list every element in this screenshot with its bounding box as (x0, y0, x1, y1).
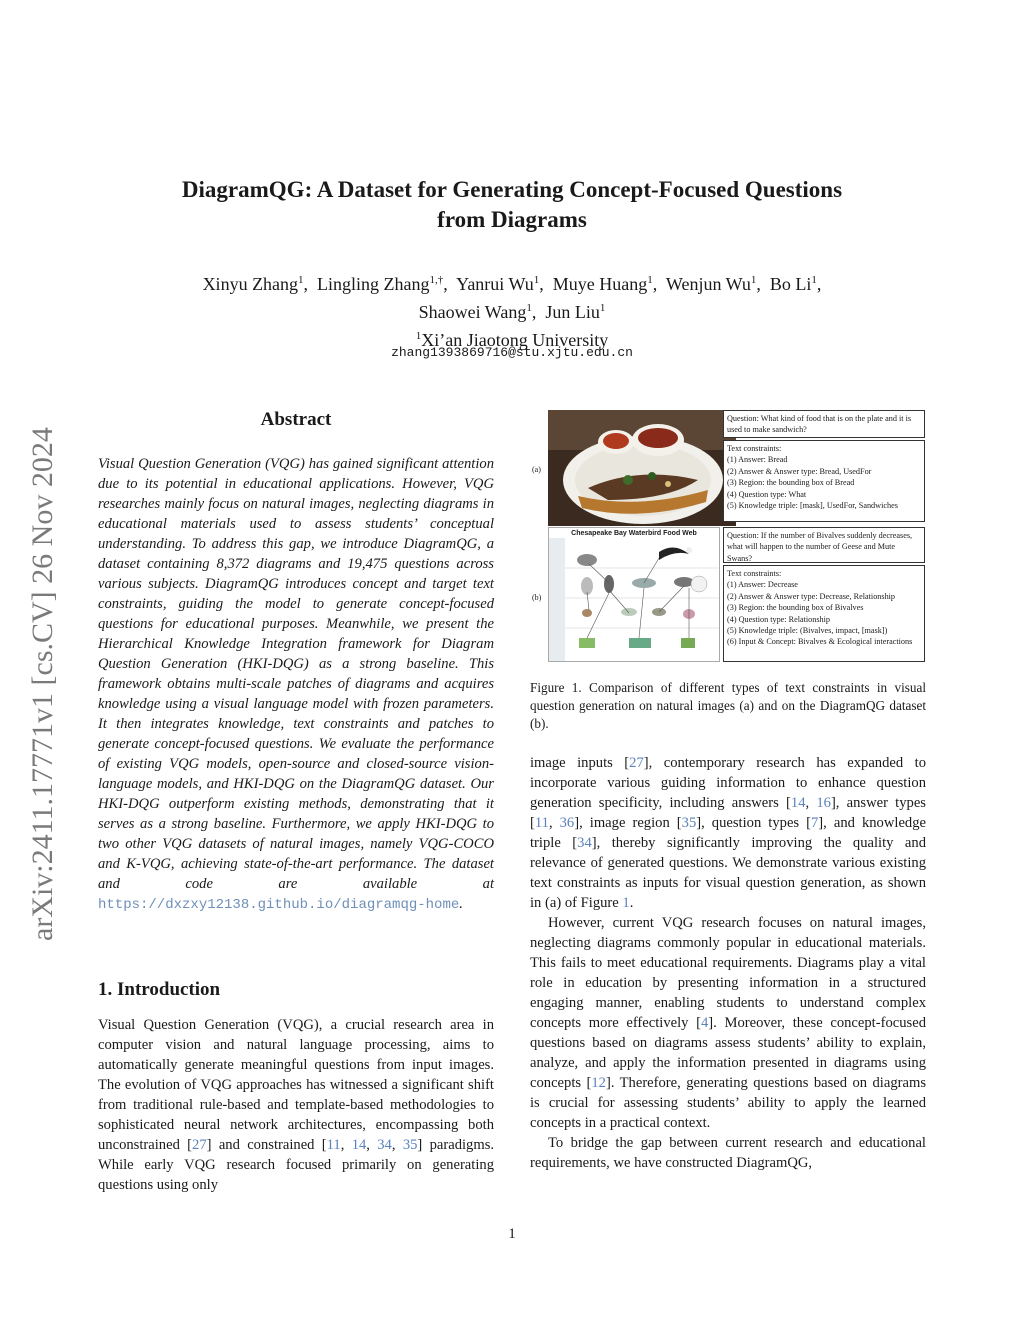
citation-link[interactable]: 12 (591, 1075, 606, 1091)
citation-link[interactable]: 14 (351, 1137, 367, 1153)
figure-1 (530, 410, 926, 662)
figure-b-question-box: Question: If the number of Bivalves suddenly decreases, what will happen to the number of Geese and Mute Swans? (723, 527, 925, 563)
citation-link[interactable]: 11 (326, 1137, 341, 1153)
citation-link[interactable]: 16 (816, 795, 831, 811)
citation-link[interactable]: 7 (811, 815, 819, 831)
citation-link[interactable]: 34 (377, 1137, 392, 1153)
citation-link[interactable]: 27 (192, 1137, 207, 1153)
title-line-1: DiagramQG: A Dataset for Generating Concept-Focused Questions (181, 177, 843, 202)
arxiv-identifier: arXiv:2411.17771v1 [cs.CV] 26 Nov 2024 (26, 427, 59, 941)
figure-a-question-box: Question: What kind of food that is on the plate and it is used to make sandwich? (723, 410, 925, 438)
citation-link[interactable]: 34 (577, 835, 592, 851)
figure-1-caption: Figure 1. Comparison of different types of text constraints in visual question generation on natural images (a) and on the DiagramQG dataset (b). (530, 680, 926, 731)
paper-title (100, 175, 924, 235)
author-email[interactable]: zhang1393869716@stu.xjtu.edu.cn (391, 345, 633, 360)
dataset-link[interactable]: https://dxzxy12138.github.io/diagramqg-home (98, 897, 460, 913)
author-block (100, 268, 924, 352)
citation-link[interactable]: 27 (629, 755, 644, 771)
intro-paragraph-3: However, current VQG research focuses on natural images, neglecting diagrams commonly popular in educational materials. This fails to meet educational requirements. Diagrams play a vital role in education by presenting information in a structured engaging manner, enabling students to understand complex concepts more effectively [4]. Moreover, these concept-focused questions based on diagrams assess students’ ability to explain, analyze, and apply the information presented in diagrams using concepts [12]. Therefore, generating questions based on diagrams is crucial for assessing students’ ability to apply the learned concepts in a practical context. (530, 915, 926, 1131)
intro-paragraph-2: image inputs [27], contemporary research has expanded to incorporate various guiding information to enhance question generation specificity, including answers [14, 16], answer types [11, 36], image region [35], question types [7], and knowledge triple [34], thereby significantly improving the quality and relevance of generated questions. We demonstrate various existing text constraints as inputs for visual question generation, as shown in (a) of Figure 1. (530, 755, 926, 911)
food-web-diagram (548, 527, 720, 662)
citation-link[interactable]: 11 (534, 815, 549, 831)
author-line-2: Shaowei Wang$^1$, Jun Liu$^1$ (418, 302, 606, 322)
introduction-heading: 1. Introduction (98, 979, 221, 1000)
citation-link[interactable]: 35 (402, 1137, 418, 1153)
figure-label-b: (b) (532, 593, 542, 602)
figure-b-constraints-box: Text constraints: (1) Answer: Decrease (2) Answer & Answer type: Decrease, Relationship (3) Region: the bounding box of Bivalves (4) Question type: Relationship (5) Knowledge triple: (Bivalves, impact, [mask]) (6) Input & Concept: Bivalves & Ecological interactions (723, 565, 925, 662)
food-web-graphic (549, 538, 719, 661)
intro-paragraph-4: To bridge the gap between current research and educational requirements, we have constructed DiagramQG, (530, 1135, 926, 1171)
figure-a-constraints-box: Text constraints: (1) Answer: Bread (2) Answer & Answer type: Bread, UsedFor (3) Region: the bounding box of Bread (4) Question type: What (5) Knowledge triple: [mask], UsedFor, Sandwiches (723, 440, 925, 522)
citation-link[interactable]: 36 (559, 815, 575, 831)
arxiv-side-stamp (10, 345, 66, 945)
affiliation: $^1$Xi’an Jiaotong University (415, 330, 609, 350)
figure-reference-link[interactable]: 1 (622, 895, 630, 911)
food-photo (548, 410, 736, 526)
abstract-heading: Abstract (260, 409, 332, 430)
right-column-body (530, 753, 926, 1173)
abstract-body: Visual Question Generation (VQG) has gained significant attention due to its potential in educational applications. However, VQG researches mainly focus on natural images, neglecting diagrams in educational materials used to assess students’ conceptual understanding. To address this gap, we introduce DiagramQG, a dataset containing 8,372 diagrams and 19,475 questions across various subjects. DiagramQG introduces concept and target text constraints, guiding the model to generate concept-focused questions for educational purposes. Meanwhile, we present the Hierarchical Knowledge Integration framework for Diagram Question Generation (HKI-DQG) as a strong baseline. This framework obtains multi-scale patches of diagrams and acquires knowledge using a visual language model with frozen parameters. It then integrates knowledge, text constraints and patches to generate concept-focused questions. We evaluate the performance of existing VQG models, open-source and closed-source vision-language models, and HKI-DQG on the DiagramQG dataset. Our HKI-DQG outperform existing methods, demonstrating that it serves as a strong baseline. Furthermore, we apply HKI-DQG to two other VQG datasets of natural images, namely VQG-COCO and K-VQG, achieving state-of-the-art performance. The dataset and code are available at https://dxzxy12138.github.io/diagramqg-home. (98, 456, 494, 913)
diagram-title: Chesapeake Bay Waterbird Food Web (571, 530, 697, 537)
figure-label-a: (a) (532, 465, 541, 474)
citation-link[interactable]: 35 (681, 815, 697, 831)
citation-link[interactable]: 14 (790, 795, 806, 811)
intro-paragraph-1: Visual Question Generation (VQG), a crucial research area in computer vision and natural language processing, aims to automatically generate meaningful questions from input images. The evolution of VQG approaches has witnessed a significant shift from traditional rule-based and template-based methodologies to sophisticated neural network architectures, encompassing both unconstrained [27] and constrained [11, 14, 34, 35] paradigms. While early VQG research focused primarily on generating questions using only (98, 1017, 495, 1193)
author-line-1: Xinyu Zhang$^1$, Lingling Zhang$^{1,\dagger}$, Yanrui Wu$^1$, Muye Huang$^1$, Wenjun Wu$^1$, Bo Li$^1$, (202, 274, 822, 294)
citation-link[interactable]: 4 (701, 1015, 709, 1031)
page-number: 1 (508, 1226, 516, 1242)
abstract-text: Visual Question Generation (VQG) has gained significant attention due to its potential in educational applications. However, VQG researches mainly focus on natural images, neglecting diagrams in educational materials used to assess students’ conceptual understanding. To address this gap, we introduce DiagramQG, a dataset containing 8,372 diagrams and 19,475 questions across various subjects. DiagramQG introduces concept and target text constraints, guiding the model to generate concept-focused questions for educational purposes. Meanwhile, we present the Hierarchical Knowledge Integration framework for Diagram Question Generation (HKI-DQG) as a strong baseline. This framework obtains multi-scale patches of diagrams and acquires knowledge using a visual language model with frozen parameters. It then integrates knowledge, text constraints and patches to generate concept-focused questions. We evaluate the performance of existing VQG models, open-source and closed-source vision-language models, and HKI-DQG on the DiagramQG dataset. Our HKI-DQG outperform existing methods, demonstrating that it serves as a strong baseline. Furthermore, we apply HKI-DQG to two other VQG datasets of natural images, namely VQG-COCO and K-VQG, achieving state-of-the-art performance. The dataset and code are available at (98, 456, 494, 892)
title-line-2: from Diagrams (437, 207, 587, 232)
